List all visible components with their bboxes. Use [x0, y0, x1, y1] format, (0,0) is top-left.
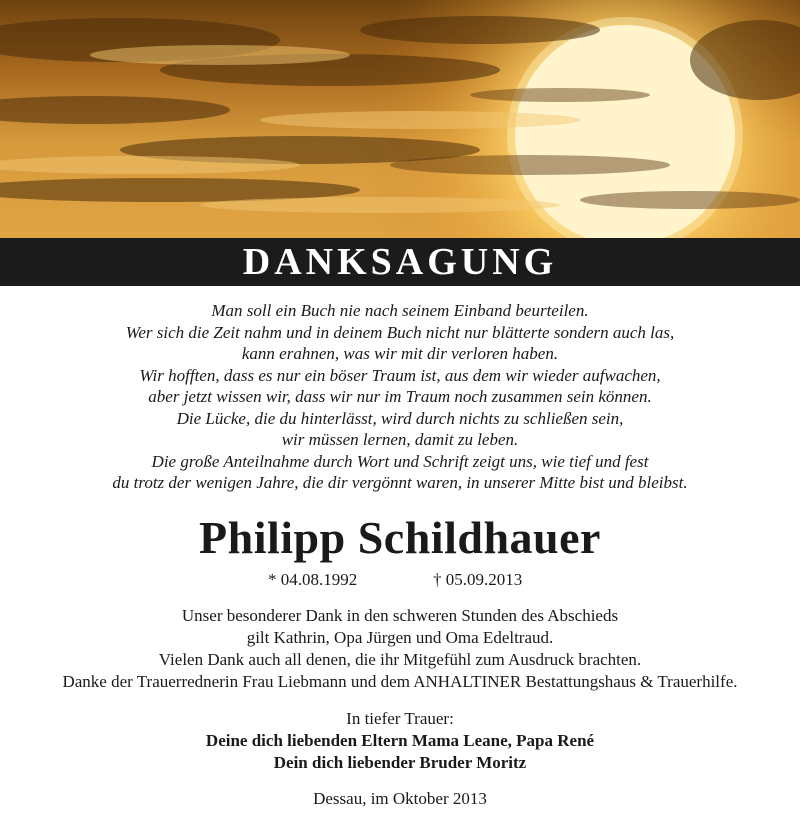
title-band: [0, 238, 800, 286]
poem-line: aber jetzt wissen wir, dass wir nur im Traum noch zusammen sein können.: [148, 387, 652, 406]
thanks-line: Vielen Dank auch all denen, die ihr Mitgefühl zum Ausdruck brachten.: [158, 650, 642, 669]
poem: [0, 300, 800, 494]
page-title: DANKSAGUNG: [242, 241, 558, 283]
poem-line: Die Lücke, die du hinterlässt, wird durch nichts zu schließen sein,: [176, 408, 624, 428]
mourning-parents: Deine dich liebenden Eltern Mama Leane, Papa René: [205, 731, 595, 750]
thanks-line: gilt Kathrin, Opa Jürgen und Oma Edeltraud.: [246, 628, 554, 647]
poem-line: du trotz der wenigen Jahre, die dir vergönnt waren, in unserer Mitte bist und bleibst.: [112, 473, 688, 492]
poem-line: Wir hofften, dass es nur ein böser Traum ist, aus dem wir wieder aufwachen,: [139, 365, 661, 385]
mourning-brother: Dein dich liebender Bruder Moritz: [273, 753, 527, 772]
place-date: Dessau, im Oktober 2013: [313, 789, 487, 808]
poem-line: Wer sich die Zeit nahm und in deinem Buch nicht nur blätterte sondern auch las,: [125, 322, 675, 342]
poem-line: Die große Anteilnahme durch Wort und Schrift zeigt uns, wie tief und fest: [151, 451, 649, 471]
poem-line: kann erahnen, was wir mit dir verloren haben.: [241, 344, 559, 363]
mourning-signature: [0, 708, 800, 774]
sunset-image: [0, 0, 800, 238]
mourning-intro: In tiefer Trauer:: [346, 709, 454, 728]
poem-line: Man soll ein Buch nie nach seinem Einband beurteilen.: [211, 301, 589, 320]
birth-date: * 04.08.1992: [268, 570, 358, 589]
thanks-line: Danke der Trauerrednerin Frau Liebmann und dem ANHALTINER Bestattungshaus & Trauerhilfe.: [62, 672, 738, 691]
death-date: † 05.09.2013: [433, 570, 523, 589]
poem-line: wir müssen lernen, damit zu leben.: [281, 430, 519, 449]
thanks-line: Unser besonderer Dank in den schweren Stunden des Abschieds: [181, 606, 619, 625]
thanks-text: [0, 605, 800, 693]
deceased-name: Philipp Schildhauer: [199, 512, 601, 563]
sunset-illustration: [0, 0, 800, 238]
life-dates: [0, 570, 800, 594]
